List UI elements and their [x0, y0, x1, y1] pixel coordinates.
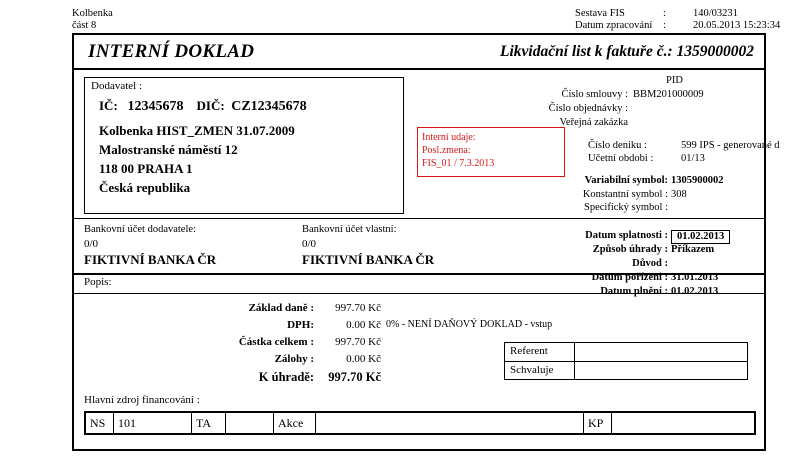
internal-data-title: Interní udaje:	[422, 132, 476, 143]
supplier-identifiers	[99, 98, 307, 115]
header-right	[575, 8, 780, 31]
variable-symbol-value: 1305900002	[671, 175, 724, 186]
popis-divider-top	[74, 273, 764, 275]
specific-symbol-row	[571, 202, 756, 216]
variable-symbol-label: Variabilní symbol:	[584, 175, 668, 186]
header-processed-colon: :	[663, 19, 666, 31]
supplier-name: Kolbenka HIST_ZMEN 31.07.2009	[99, 123, 295, 138]
supplier-city: 118 00 PRAHA 1	[99, 161, 193, 176]
payment-method-label: Způsob úhrady :	[592, 243, 668, 255]
internal-data-box	[417, 127, 565, 177]
header-processed-value: 20.05.2013 15:23:34	[693, 19, 781, 31]
reason-row	[571, 258, 756, 272]
header-report-label: Sestava FIS	[575, 8, 625, 19]
contract-number-row	[561, 89, 756, 103]
public-contract-label: Veřejná zakázka	[559, 117, 628, 128]
approver-row	[504, 361, 748, 380]
contract-number-value: BBM201000009	[633, 89, 704, 100]
due-date-value: 01.02.2013	[671, 230, 730, 244]
page-header	[0, 0, 800, 32]
fulfillment-date-value: 01.02.2013	[671, 285, 719, 297]
supplier-street: Malostranské náměstí 12	[99, 142, 238, 157]
journal-number-label: Číslo deniku :	[588, 140, 647, 151]
header-report-value: 140/03231	[693, 8, 738, 19]
supplier-dic-label: DIČ:	[196, 98, 225, 113]
constant-symbol-row	[571, 189, 756, 203]
accounting-period-value: 01/13	[681, 153, 705, 164]
referent-label: Referent	[505, 343, 575, 361]
tax-base-row	[74, 302, 504, 319]
header-organization: Kolbenka	[72, 8, 113, 19]
funding-kp-value[interactable]	[612, 413, 754, 433]
journal-number-row	[571, 140, 780, 153]
total-amount-label: Částka celkem :	[238, 336, 314, 348]
popis-label: Popis:	[84, 276, 112, 288]
created-date-label: Datum pořízeni :	[591, 271, 668, 283]
accounting-period-row	[571, 153, 756, 166]
constant-symbol-value: 308	[671, 188, 687, 200]
funding-ns-value[interactable]: 101	[114, 413, 192, 433]
funding-akce-value[interactable]	[316, 413, 584, 433]
fulfillment-date-label: Datum plnění :	[600, 285, 668, 297]
vat-label: DPH:	[287, 319, 314, 331]
own-bank-block	[302, 222, 434, 267]
pid-label: PID	[666, 75, 683, 86]
variable-symbol-row	[571, 175, 756, 189]
approver-value[interactable]	[575, 362, 747, 379]
specific-symbol-label: Specifický symbol :	[584, 202, 668, 213]
supplier-ico-label: IČ:	[99, 98, 118, 113]
document-title-row	[74, 35, 764, 70]
document-frame	[72, 33, 780, 451]
header-report-colon: :	[663, 8, 666, 19]
document-title: INTERNÍ DOKLAD	[88, 41, 255, 62]
payable-label: K úhradě:	[258, 370, 314, 384]
internal-data-lastchange-value: FIS_01 / 7.3.2013	[422, 158, 495, 169]
payable-value: 997.70 Kč	[328, 370, 381, 384]
supplier-section-label: Dodavatel :	[91, 80, 143, 92]
advances-row	[74, 353, 504, 370]
funding-ta-value[interactable]	[226, 413, 274, 433]
advances-label: Zálohy :	[274, 353, 314, 365]
funding-source-table	[84, 411, 756, 435]
funding-ta-label: TA	[192, 413, 226, 433]
payable-row	[74, 370, 504, 389]
own-bank-label: Bankovní účet vlastní:	[302, 224, 397, 235]
right-info-column	[548, 75, 780, 300]
document-body	[74, 70, 780, 451]
internal-data-lastchange-label: Posl.zmena:	[422, 145, 471, 156]
document-subtitle: Likvidační list k faktuře č.: 1359000002	[499, 43, 754, 60]
funding-ns-label: NS	[86, 413, 114, 433]
funding-source-label: Hlavní zdroj financování :	[84, 394, 200, 406]
due-date-value-wrap	[671, 230, 730, 244]
referent-row	[504, 342, 748, 361]
approval-table	[504, 342, 748, 380]
total-amount-row	[74, 336, 504, 353]
order-number-row	[548, 103, 756, 117]
vat-value: 0.00 Kč	[346, 319, 381, 331]
supplier-box	[84, 77, 404, 214]
due-date-row	[571, 230, 756, 244]
popis-divider-bottom	[74, 293, 764, 294]
advances-value: 0.00 Kč	[346, 353, 381, 365]
order-number-label: Číslo objednávky :	[548, 103, 628, 114]
own-bank-name: FIKTIVNÍ BANKA ČR	[302, 252, 435, 267]
header-processed-label: Datum zpracování	[575, 19, 653, 31]
funding-akce-label: Akce	[274, 413, 316, 433]
supplier-bank-block	[84, 222, 216, 267]
supplier-address	[99, 121, 295, 197]
payment-method-value: Příkazem	[671, 243, 715, 255]
header-report-row	[575, 8, 780, 20]
supplier-dic-value: CZ12345678	[231, 99, 307, 114]
accounting-period-label: Učetní obdobi :	[588, 153, 654, 164]
contract-number-label: Číslo smlouvy :	[561, 89, 628, 100]
supplier-bank-name: FIKTIVNÍ BANKA ČR	[84, 252, 217, 267]
supplier-ico-value: 12345678	[127, 99, 184, 114]
vat-row	[74, 319, 553, 336]
journal-block	[571, 140, 780, 166]
reason-label: Důvod :	[632, 257, 668, 269]
bank-divider	[74, 218, 764, 219]
due-date-label: Datum splatnosti :	[585, 229, 668, 241]
header-part: část 8	[72, 19, 97, 31]
supplier-bank-number: 0/0	[84, 238, 99, 250]
tax-base-value: 997.70 Kč	[335, 302, 381, 314]
tax-base-label: Základ daně :	[248, 302, 314, 314]
approver-label: Schvaluje	[505, 362, 575, 379]
funding-kp-label: KP	[584, 413, 612, 433]
header-left	[72, 8, 113, 31]
payment-method-row	[571, 244, 756, 258]
public-contract-row	[559, 117, 756, 131]
payment-block	[571, 230, 756, 300]
own-bank-number: 0/0	[302, 238, 317, 250]
symbols-block	[571, 175, 756, 216]
vat-note: 0% - NENÍ DAŇOVÝ DOKLAD - vstup	[386, 319, 553, 330]
pid-row	[571, 75, 756, 89]
created-date-value: 31.01.2013	[671, 271, 719, 283]
constant-symbol-label: Konstantní symbol :	[582, 188, 668, 200]
referent-value[interactable]	[575, 343, 747, 361]
supplier-bank-label: Bankovní účet dodavatele:	[84, 224, 196, 235]
header-processed-row	[575, 20, 780, 32]
journal-number-value: 599 IPS - generované d	[681, 140, 780, 151]
supplier-country: Česká republika	[99, 180, 191, 195]
total-amount-value: 997.70 Kč	[335, 336, 381, 348]
